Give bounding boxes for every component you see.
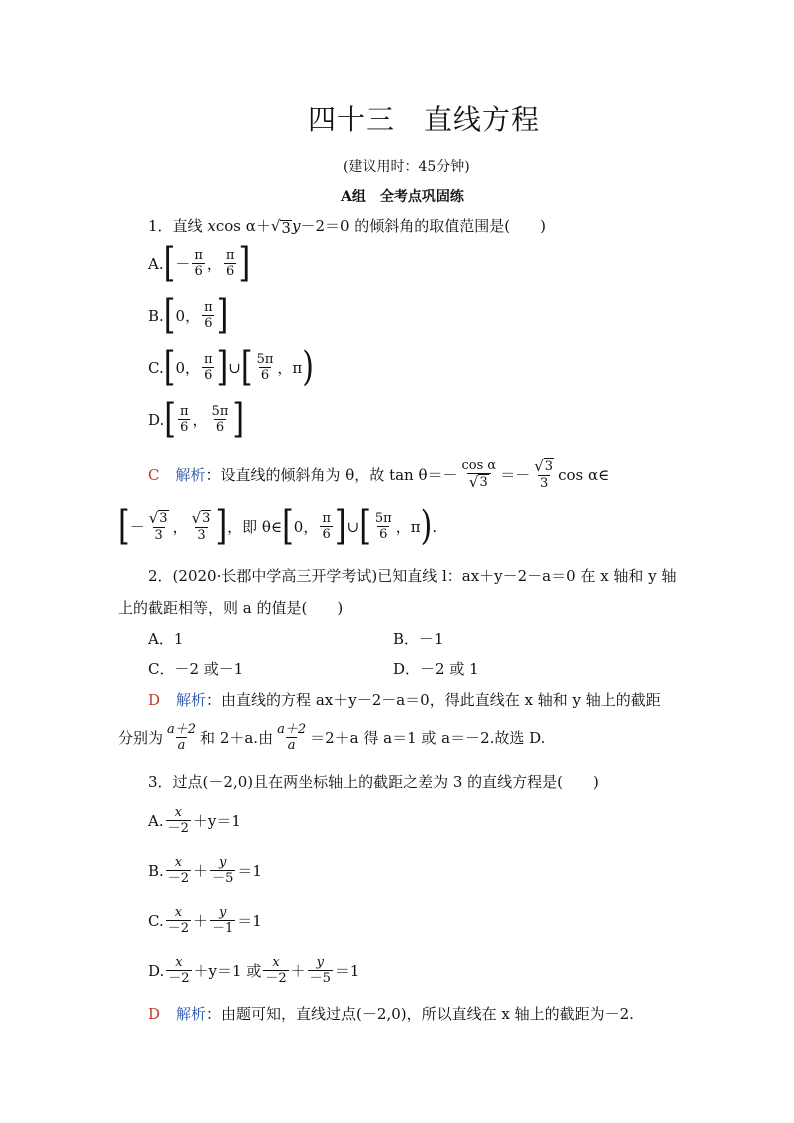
fraction: $\frac{\pi}{6}$ <box>194 248 203 279</box>
sqrt-3: √ 3 <box>270 217 291 237</box>
fraction: $\frac{x}{-2}$ <box>265 955 287 986</box>
analysis-label: 解析 <box>175 465 206 484</box>
q2-option-a[interactable]: A．1 <box>148 630 184 648</box>
fraction: $\frac{y}{-1}$ <box>212 905 234 936</box>
fraction: $\frac{\pi}{6}$ <box>322 511 331 542</box>
q2-option-b[interactable]: B．－1 <box>393 630 444 648</box>
fraction: cos α √ 3 <box>461 458 497 491</box>
fraction: $\frac{y}{-5}$ <box>212 855 234 886</box>
fraction: $\frac{x}{-2}$ <box>167 805 189 836</box>
fraction: $\frac{a+2}{a}$ <box>277 722 307 753</box>
q2-stem-line1: 2．(2020·长郡中学高三开学考试)已知直线 l：ax＋y－2－a＝0 在 x 轴和 y 轴 <box>148 567 677 585</box>
fraction: $\frac{5\pi}{6}$ <box>211 404 229 435</box>
fraction: $\frac{a+2}{a}$ <box>167 722 197 753</box>
group-heading: A组 全考点巩固练 <box>341 189 464 205</box>
q1-option-c[interactable]: C. [ 0 ， $\frac{\pi}{6}$ ] ∪ [ $\frac{5\pi}{6}$ ， π ) <box>148 343 314 391</box>
q3-stem: 3．过点(－2,0)且在两坐标轴上的截距之差为 3 的直线方程是( ) <box>148 773 599 791</box>
fraction: √ 3 3 <box>191 509 211 543</box>
fraction: $\frac{\pi}{6}$ <box>179 404 189 435</box>
q1-analysis: C 解析 ：设直线的倾斜角为 θ，故 tan θ＝－ cos α √ 3 ＝－ √ 3 3 cos α∈ <box>148 457 610 491</box>
analysis-label: 解析 <box>176 1005 207 1023</box>
answer-letter: C <box>148 465 160 484</box>
q1-option-d[interactable]: D. [ $\frac{\pi}{6}$ ， $\frac{5\pi}{6}$ ] <box>148 395 245 443</box>
page-title: 四十三 直线方程 <box>308 103 541 136</box>
fraction: √ 3 3 <box>534 457 554 491</box>
q1-analysis-line2: [ － √ 3 3 ， √ 3 3 ] ，即 θ∈ [ 0 ， $\frac{\pi}{6}$ ] ∪ [ $\frac{5\pi}{6}$ ， π ) . <box>118 502 438 550</box>
fraction: $\frac{y}{-5}$ <box>309 955 331 986</box>
suggested-time: (建议用时：45分钟) <box>343 159 470 175</box>
q2-option-c[interactable]: C．－2 或－1 <box>148 660 244 678</box>
fraction: $\frac{x}{-2}$ <box>167 855 190 886</box>
q2-option-d[interactable]: D．－2 或 1 <box>393 660 479 678</box>
q3-analysis: D 解析：由题可知，直线过点(－2,0)，所以直线在 x 轴上的截距为－2. <box>148 1005 634 1023</box>
q2-analysis-line1: D 解析：由直线的方程 ax＋y－2－a＝0，得此直线在 x 轴和 y 轴上的截距 <box>148 691 661 709</box>
fraction: $\frac{x}{-2}$ <box>168 955 190 986</box>
q3-option-a[interactable]: A. $\frac{x}{-2}$ ＋y＝1 <box>148 805 241 836</box>
q3-option-c[interactable]: C. $\frac{x}{-2}$ ＋ $\frac{y}{-1}$ ＝1 <box>148 905 262 936</box>
fraction: $\frac{\pi}{6}$ <box>204 300 213 331</box>
answer-letter: D <box>148 1005 161 1023</box>
q3-option-d[interactable]: D. $\frac{x}{-2}$ ＋y＝1 或 $\frac{x}{-2}$ ＋ $\frac{y}{-5}$ ＝1 <box>148 955 360 986</box>
answer-letter: D <box>148 691 161 709</box>
fraction: $\frac{\pi}{6}$ <box>204 352 213 383</box>
q1-stem: 1．直线 xcos α＋ √ 3 y－2＝0 的倾斜角的取值范围是( ) <box>148 217 546 237</box>
fraction: $\frac{5\pi}{6}$ <box>256 352 274 383</box>
fraction: √ 3 3 <box>148 509 168 543</box>
fraction: $\frac{x}{-2}$ <box>167 905 189 936</box>
q3-option-b[interactable]: B. $\frac{x}{-2}$ ＋ $\frac{y}{-5}$ ＝1 <box>148 855 262 886</box>
q1-option-b[interactable]: B. [ 0 ， $\frac{\pi}{6}$ ] <box>148 291 229 339</box>
q2-analysis-line2: 分别为 $\frac{a+2}{a}$ 和 2＋a.由 $\frac{a+2}{a}$ ＝2＋a 得 a＝1 或 a＝－2.故选 D. <box>118 722 546 753</box>
fraction: $\frac{5\pi}{6}$ <box>374 511 392 542</box>
fraction: $\frac{\pi}{6}$ <box>225 248 235 279</box>
q1-option-a[interactable]: A. [ － $\frac{\pi}{6}$ ， $\frac{\pi}{6}$ ] <box>148 239 251 287</box>
analysis-label: 解析 <box>176 691 207 709</box>
q2-stem-line2: 上的截距相等，则 a 的值是( ) <box>118 599 344 617</box>
